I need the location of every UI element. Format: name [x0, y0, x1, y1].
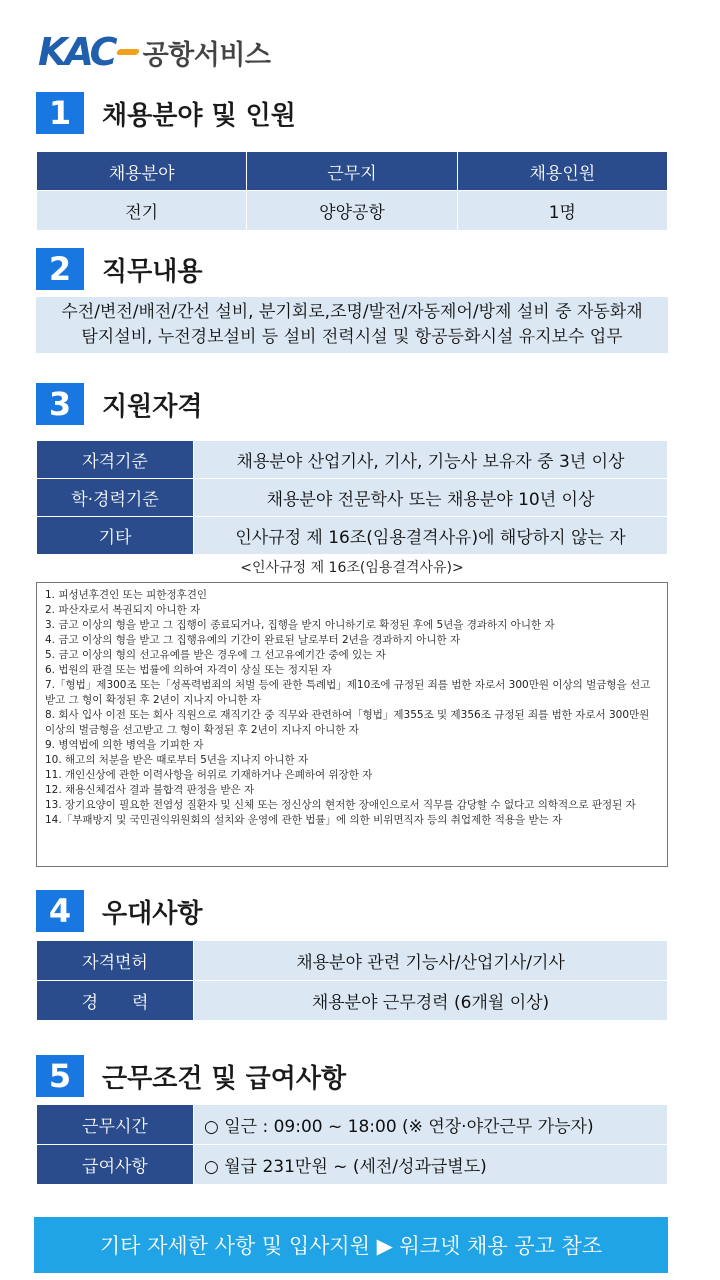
section-number: 1	[36, 92, 84, 134]
table-row	[37, 1105, 668, 1145]
recruit-table	[36, 151, 668, 231]
header-field: 채용분야	[37, 152, 247, 191]
duty-description	[36, 297, 668, 353]
duty-line-2: 탐지설비, 누전경보설비 등 설비 전력시설 및 항공등화시설 유지보수 업무	[81, 327, 623, 347]
logo-swoosh	[115, 49, 139, 55]
section-title: 채용분야 및 인원	[102, 100, 296, 131]
table-row	[37, 191, 668, 231]
table-row	[37, 941, 668, 981]
list-item: 4. 금고 이상의 형을 받고 그 집행유예의 기간이 완료된 날로부터 2년을 경과하지 아니한 자	[45, 634, 461, 646]
list-item: 2. 파산자로서 복권되지 아니한 자	[45, 604, 201, 616]
table-row	[37, 479, 668, 517]
row-label: 기타	[37, 517, 194, 555]
qualification-table	[36, 440, 668, 555]
logo-mark: KAC	[38, 30, 115, 74]
cell-location: 양양공항	[247, 191, 457, 231]
duty-line-1: 수전/변전/배전/간선 설비, 분기회로,조명/발전/자동제어/방제 설비 중 자동화재	[61, 302, 643, 322]
list-item: 6. 법원의 판결 또는 법률에 의하여 자격이 상실 또는 정지된 자	[45, 664, 332, 676]
regulation-list	[36, 582, 668, 867]
logo-text: 공항서비스	[142, 39, 271, 71]
table-row	[37, 1145, 668, 1185]
row-label: 자격면허	[37, 941, 194, 981]
section-number: 2	[36, 248, 84, 290]
cell-count: 1명	[457, 191, 667, 231]
cell-field: 전기	[37, 191, 247, 231]
list-item: 5. 금고 이상의 형의 선고유예를 받은 경우에 그 선고유예기간 중에 있는 자	[45, 649, 386, 661]
table-row	[37, 981, 668, 1021]
section-4-header	[36, 890, 202, 932]
section-title: 근무조건 및 급여사항	[102, 1063, 347, 1094]
apply-banner[interactable]: 기타 자세한 사항 및 입사지원 ▶ 워크넷 채용 공고 참조	[34, 1217, 668, 1273]
section-title: 우대사항	[102, 898, 203, 929]
table-header-row	[37, 152, 668, 191]
section-number: 3	[36, 383, 84, 425]
section-number: 5	[36, 1055, 84, 1097]
list-item: 10. 해고의 처분을 받은 때로부터 5년을 지나지 아니한 자	[45, 754, 309, 766]
row-value: ○ 월급 231만원 ~ (세전/성과급별도)	[194, 1145, 668, 1185]
section-2-header	[36, 248, 202, 290]
section-title: 지원자격	[102, 391, 203, 422]
row-label: 근무시간	[37, 1105, 194, 1145]
list-item: 7.「형법」제300조 또는「성폭력범죄의 처벌 등에 관한 특례법」제10조에 규정된 죄를 범한 자로서 300만원 이상의 벌금형을 선고받고 그 형이 확정된 후 2년이 지나지 아니한 자	[45, 679, 651, 706]
row-value: 채용분야 관련 기능사/산업기사/기사	[194, 941, 668, 981]
row-value: 채용분야 근무경력 (6개월 이상)	[194, 981, 668, 1021]
header-count: 채용인원	[457, 152, 667, 191]
row-value: 채용분야 전문학사 또는 채용분야 10년 이상	[194, 479, 668, 517]
preference-table	[36, 940, 668, 1021]
list-item: 3. 금고 이상의 형을 받고 그 집행이 종료되거나, 집행을 받지 아니하기로 확정된 후에 5년을 경과하지 아니한 자	[45, 619, 555, 631]
section-3-header	[36, 383, 202, 425]
company-logo	[38, 30, 271, 74]
regulation-title: <인사규정 제 16조(임용결격사유)>	[240, 560, 464, 576]
list-item: 14.「부패방지 및 국민권익위원회의 설치와 운영에 관한 법률」에 의한 비위면직자 등의 취업제한 적용을 받는 자	[45, 814, 563, 826]
list-item: 9. 병역법에 의한 병역을 기피한 자	[45, 739, 204, 751]
row-label: 경 력	[37, 981, 194, 1021]
section-title: 직무내용	[102, 256, 203, 287]
list-item: 12. 채용신체검사 결과 불합격 판정을 받은 자	[45, 784, 255, 796]
section-1-header	[36, 92, 296, 134]
row-value: ○ 일근 : 09:00 ~ 18:00 (※ 연장·야간근무 가능자)	[194, 1105, 668, 1145]
row-label: 학·경력기준	[37, 479, 194, 517]
list-item: 13. 장기요양이 필요한 전염성 질환자 및 신체 또는 정신상의 현저한 장애인으로서 직무를 감당할 수 없다고 의학적으로 판정된 자	[45, 799, 636, 811]
conditions-table	[36, 1104, 668, 1185]
section-number: 4	[36, 890, 84, 932]
row-label: 자격기준	[37, 441, 194, 479]
row-value: 채용분야 산업기사, 기사, 기능사 보유자 중 3년 이상	[194, 441, 668, 479]
table-row	[37, 517, 668, 555]
section-5-header	[36, 1055, 346, 1097]
list-item: 1. 피성년후견인 또는 피한정후견인	[45, 589, 208, 601]
row-label: 급여사항	[37, 1145, 194, 1185]
list-item: 11. 개인신상에 관한 이력사항을 허위로 기재하거나 은폐하여 위장한 자	[45, 769, 373, 781]
list-item: 8. 회사 입사 이전 또는 회사 직원으로 재직기간 중 직무와 관련하여「형법」제355조 및 제356조 규정된 죄를 범한 자로서 300만원 이상의 벌금형을 선고받고 그 형이 확정된 후 2년이 지나지 아니한 자	[45, 709, 650, 736]
header-location: 근무지	[247, 152, 457, 191]
table-row	[37, 441, 668, 479]
row-value: 인사규정 제 16조(임용결격사유)에 해당하지 않는 자	[194, 517, 668, 555]
